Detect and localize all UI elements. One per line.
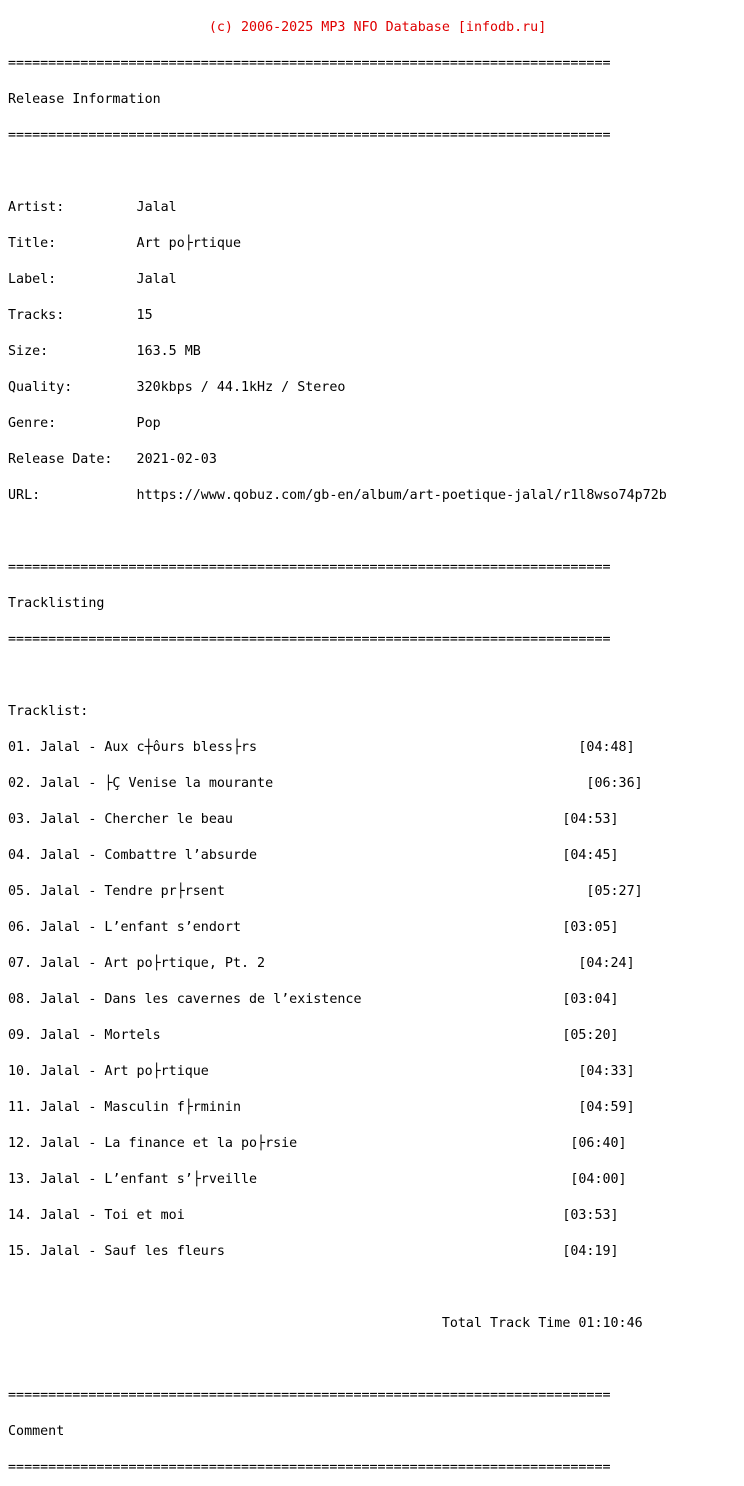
blank-line <box>8 526 667 538</box>
info-quality: Quality: 320kbps / 44.1kHz / Stereo <box>8 380 346 395</box>
info-label: Label: Jalal <box>8 272 177 287</box>
track-row: 04. Jalal - Combattre l’absurde [04:45] <box>8 848 619 863</box>
separator-line: =========================================================================== <box>8 56 611 71</box>
track-row: 13. Jalal - L’enfant s’├rveille [04:00] <box>8 1172 627 1187</box>
track-row: 02. Jalal - ├Ç Venise la mourante [06:36] <box>8 776 643 791</box>
track-row: 12. Jalal - La finance et la po├rsie [06:40] <box>8 1136 627 1151</box>
info-url: URL: https://www.qobuz.com/gb-en/album/art-poetique-jalal/r1l8wso74p72b <box>8 488 667 503</box>
section-heading-release-information: Release Information <box>8 92 161 107</box>
track-row: 01. Jalal - Aux c┼ôurs bless├rs [04:48] <box>8 740 635 755</box>
info-tracks: Tracks: 15 <box>8 308 153 323</box>
info-release-date: Release Date: 2021-02-03 <box>8 452 217 467</box>
info-size: Size: 163.5 MB <box>8 344 201 359</box>
section-heading-comment: Comment <box>8 1424 65 1439</box>
info-artist: Artist: Jalal <box>8 200 177 215</box>
separator-line: =========================================================================== <box>8 1460 611 1475</box>
track-row: 06. Jalal - L’enfant s’endort [03:05] <box>8 920 619 935</box>
nfo-credit-header: (c) 2006-2025 MP3 NFO Database [infodb.ru] <box>8 20 547 35</box>
track-row: 09. Jalal - Mortels [05:20] <box>8 1028 619 1043</box>
total-track-time: Total Track Time 01:10:46 <box>8 1316 643 1331</box>
separator-line: =========================================================================== <box>8 128 611 143</box>
separator-line: =========================================================================== <box>8 632 611 647</box>
track-row: 05. Jalal - Tendre pr├rsent [05:27] <box>8 884 643 899</box>
track-row: 15. Jalal - Sauf les fleurs [04:19] <box>8 1244 619 1259</box>
blank-line <box>8 1354 667 1366</box>
separator-line: =========================================================================== <box>8 1388 611 1403</box>
blank-line <box>8 166 667 178</box>
track-row: 14. Jalal - Toi et moi [03:53] <box>8 1208 619 1223</box>
blank-line <box>8 1282 667 1294</box>
nfo-document <box>8 0 667 1486</box>
track-row: 08. Jalal - Dans les cavernes de l’existence [03:04] <box>8 992 619 1007</box>
track-row: 11. Jalal - Masculin f├rminin [04:59] <box>8 1100 635 1115</box>
track-row: 07. Jalal - Art po├rtique, Pt. 2 [04:24] <box>8 956 635 971</box>
tracklist-heading: Tracklist: <box>8 704 89 719</box>
info-genre: Genre: Pop <box>8 416 161 431</box>
info-title: Title: Art po├rtique <box>8 236 241 251</box>
separator-line: =========================================================================== <box>8 560 611 575</box>
track-row: 10. Jalal - Art po├rtique [04:33] <box>8 1064 635 1079</box>
track-row: 03. Jalal - Chercher le beau [04:53] <box>8 812 619 827</box>
section-heading-tracklisting: Tracklisting <box>8 596 105 611</box>
blank-line <box>8 670 667 682</box>
